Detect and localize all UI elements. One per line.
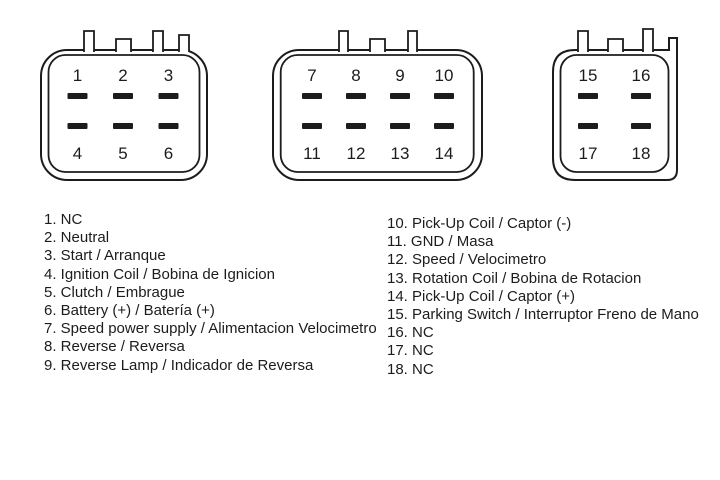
pin-description-11: 11. GND / Masa [387,233,494,251]
pin-contact [346,123,366,129]
pin-description-3: 3. Start / Arranque [44,247,166,265]
pin-contact [578,93,598,99]
pin-contact [434,123,454,129]
pin-number: 11 [303,144,321,163]
pin-description-4: 4. Ignition Coil / Bobina de Ignicion [44,265,275,283]
pin-description-12: 12. Speed / Velocimetro [387,251,547,269]
pin-contact [434,93,454,99]
pin-contact [390,93,410,99]
pin-number: 1 [72,66,83,85]
pin-contact [302,123,322,129]
pin-description-7: 7. Speed power supply / Alimentacion Velocimetro [44,320,377,338]
pin-number: 17 [578,144,598,163]
pin-number: 16 [631,66,651,85]
pin-description-10: 10. Pick-Up Coil / Captor (-) [387,215,572,232]
pin-description-15: 15. Parking Switch / Interruptor Freno de Mano [387,306,699,324]
mounting-tab [608,39,623,52]
pin-contact [631,93,651,99]
pin-contact [68,93,88,99]
pin-number: 12 [346,144,366,163]
pin-contact [159,123,179,129]
connector-4pin [551,28,681,184]
pin-description-5: 5. Clutch / Embrague [44,283,185,301]
pin-contact [390,123,410,129]
pin-number: 5 [118,144,128,163]
pin-description-9: 9. Reverse Lamp / Indicador de Reversa [44,356,314,374]
pin-number: 2 [118,66,128,85]
connector-6pin [39,28,209,184]
pin-description-8: 8. Reverse / Reversa [44,338,185,356]
pin-description-13: 13. Rotation Coil / Bobina de Rotacion [387,269,642,287]
pin-number: 6 [163,144,174,163]
pin-description-1: 1. NC [44,211,83,228]
pin-number: 9 [395,66,405,85]
pin-number: 4 [72,144,83,163]
mounting-tab [153,31,163,52]
legend-right-column [387,215,699,379]
mounting-tab [84,31,94,52]
pin-number: 10 [434,66,454,85]
pin-number: 8 [351,66,361,85]
pin-description-16: 16. NC [387,324,434,342]
connector-8pin [271,28,485,184]
pin-description-6: 6. Battery (+) / Batería (+) [44,302,215,320]
mounting-tab [578,31,588,52]
mounting-tab [179,35,189,52]
legend-left-column [44,211,377,375]
pin-description-14: 14. Pick-Up Coil / Captor (+) [387,287,575,305]
pin-description-18: 18. NC [387,360,434,378]
pin-contact [631,123,651,129]
pin-number: 14 [434,144,454,163]
pin-contact [113,93,133,99]
pin-contact [578,123,598,129]
pin-description-2: 2. Neutral [44,229,110,247]
mounting-tab [116,39,131,52]
pin-contact [302,93,322,99]
pin-number: 13 [390,144,410,163]
pin-contact [346,93,366,99]
pin-description-17: 17. NC [387,342,434,360]
connector-outer-shell [553,38,677,180]
pin-number: 3 [163,66,174,85]
pin-number: 15 [578,66,598,85]
pin-number: 18 [631,144,651,163]
pin-number: 7 [307,66,317,85]
pin-contact [113,123,133,129]
pin-contact [159,93,179,99]
pin-contact [68,123,88,129]
mounting-tab [339,31,348,52]
mounting-tab [643,29,653,52]
mounting-tab [370,39,385,52]
mounting-tab [408,31,417,52]
